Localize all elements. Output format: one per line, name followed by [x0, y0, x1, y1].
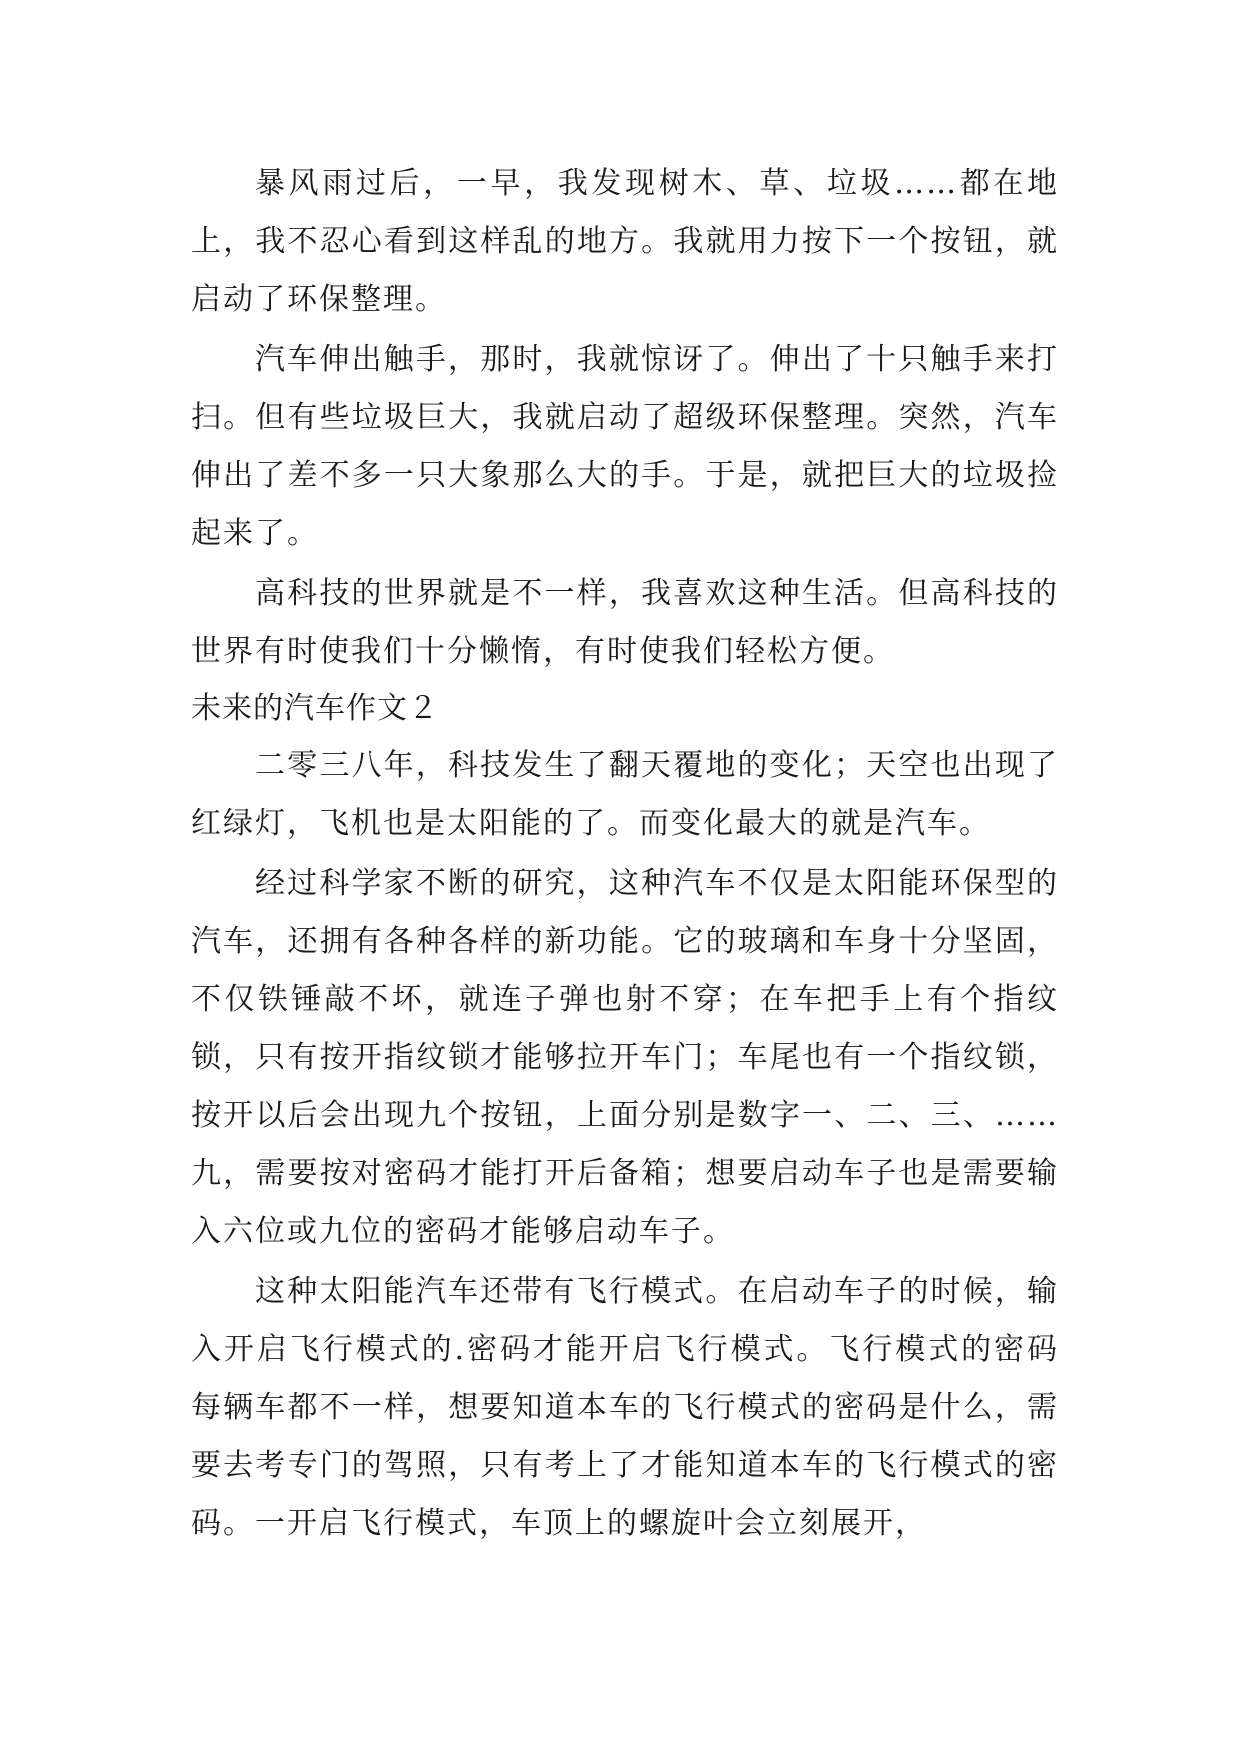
paragraph-hightech-world: 高科技的世界就是不一样，我喜欢这种生活。但高科技的世界有时使我们十分懒惰，有时使我们轻松方便。 [191, 576, 1059, 669]
paragraph-tentacles: 汽车伸出触手，那时，我就惊讶了。伸出了十只触手来打扫。但有些垃圾巨大，我就启动了超级环保整理。突然，汽车伸出了差不多一只大象那么大的手。于是，就把巨大的垃圾捡起来了。 [191, 342, 1059, 551]
document-page [191, 155, 1059, 1553]
paragraph-new-functions: 经过科学家不断的研究，这种汽车不仅是太阳能环保型的汽车，还拥有各种各样的新功能。它的玻璃和车身十分坚固，不仅铁锤敲不坏，就连子弹也射不穿；在车把手上有个指纹锁，只有按开指纹锁才能够拉开车门；车尾也有一个指纹锁，按开以后会出现九个按钮，上面分别是数字一、二、三、……九，需要按对密码才能打开后备箱；想要启动车子也是需要输入六位或九位的密码才能够启动车子。 [191, 866, 1059, 1249]
paragraph-storm: 暴风雨过后，一早，我发现树木、草、垃圾……都在地上，我不忍心看到这样乱的地方。我就用力按下一个按钮，就启动了环保整理。 [191, 166, 1059, 317]
paragraph-flight-mode: 这种太阳能汽车还带有飞行模式。在启动车子的时候，输入开启飞行模式的.密码才能开启飞行模式。飞行模式的密码每辆车都不一样，想要知道本车的飞行模式的密码是什么，需要去考专门的驾照，只有考上了才能知道本车的飞行模式的密码。一开启飞行模式，车顶上的螺旋叶会立刻展开， [191, 1274, 1059, 1541]
paragraph-year-2038: 二零三八年，科技发生了翻天覆地的变化；天空也出现了红绿灯，飞机也是太阳能的了。而变化最大的就是汽车。 [191, 748, 1059, 841]
section-heading: 未来的汽车作文２ [191, 691, 439, 726]
